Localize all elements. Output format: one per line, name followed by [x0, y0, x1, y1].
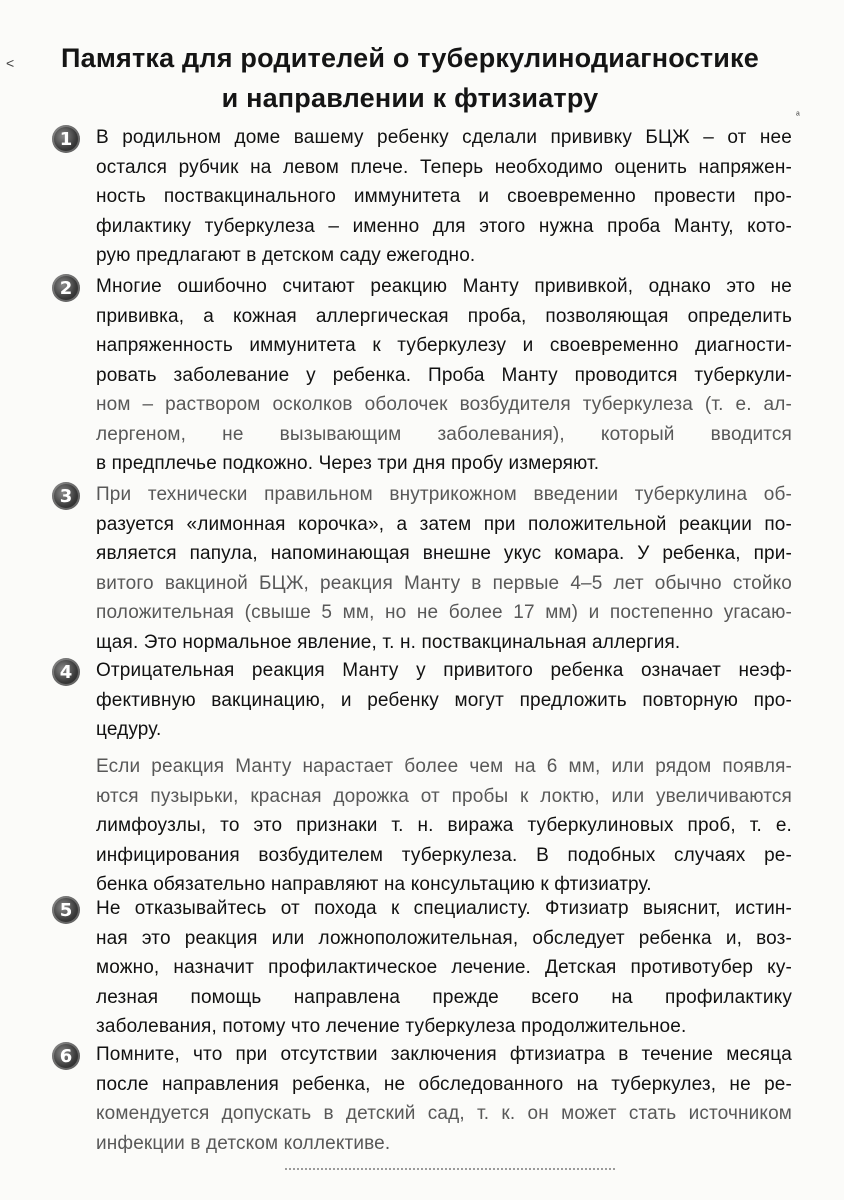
text-line: Помните, что при отсутствии заключения фтизиатра в течение месяца: [96, 1044, 792, 1065]
text-line: Если реакция Манту нарастает более чем на 6 мм, или рядом появля-: [96, 756, 792, 777]
item-extra-paragraph: [96, 752, 792, 900]
text-line: разуется «лимонная корочка», а затем при положительной реакции по-: [96, 513, 792, 535]
text-line: напряженность иммунитета к туберкулезу и своевременно диагности-: [96, 335, 792, 356]
title-line: Памятка для родителей о туберкулинодиагностике: [61, 43, 759, 73]
text-line: прививка, а кожная аллергическая проба, позволяющая определить: [96, 305, 792, 327]
text-line: цедуру.: [96, 719, 162, 740]
text-line: фективную вакцинацию, и ребенку могут предложить повторную про-: [96, 689, 792, 711]
text-line: комендуется допускать в детский сад, т. к. он может стать источником: [96, 1103, 792, 1124]
title-line: и направлении к фтизиатру: [221, 83, 599, 113]
text-line: витого вакциной БЦЖ, реакция Манту в первые 4–5 лет обычно стойко: [96, 572, 792, 594]
text-line: ная это реакция или ложноположительная, обследует ребенка и, воз-: [96, 927, 792, 949]
text-line: лергеном, не вызывающим заболевания), который вводится: [96, 423, 792, 445]
text-line: ются пузырьки, красная дорожка от пробы к локтю, или увеличиваются: [96, 785, 792, 807]
list-item: [52, 656, 792, 745]
list-item: [52, 272, 792, 479]
item-text: [96, 123, 792, 271]
item-text: [96, 272, 792, 479]
item-text: [96, 480, 792, 657]
text-line: заболевания, потому что лечение туберкулеза продолжительное.: [96, 1016, 687, 1037]
text-line: после направления ребенка, не обследованного на туберкулез, не ре-: [96, 1073, 792, 1095]
text-line: щая. Это нормальное явление, т. н. поствакцинальная аллергия.: [96, 631, 681, 653]
text-line: лезная помощь направлена прежде всего на профилактику: [96, 986, 792, 1008]
text-line: бенка обязательно направляют на консультацию к фтизиатру.: [96, 874, 652, 895]
text-line: ность поствакцинального иммунитета и своевременно провести про-: [96, 186, 792, 207]
text-line: положительная (свыше 5 мм, но не более 17 мм) и постепенно угасаю-: [96, 602, 792, 623]
document-title: [30, 38, 790, 118]
text-line: инфекции в детском коллективе.: [96, 1132, 391, 1154]
text-line: можно, назначит профилактическое лечение. Детская противотубер ку-: [96, 957, 792, 978]
text-line: инфицирования возбудителем туберкулеза. В подобных случаях ре-: [96, 844, 792, 866]
number-badge-icon: 4: [52, 658, 80, 686]
text-line: Не отказывайтесь от похода к специалисту. Фтизиатр выяснит, истин-: [96, 898, 792, 919]
text-line: лимфоузлы, то это признаки т. н. виража туберкулиновых проб, т. е.: [96, 815, 792, 836]
number-badge-icon: 5: [52, 896, 80, 924]
item-text: [96, 1040, 792, 1158]
scan-mark-icon: ᵃ: [796, 110, 800, 121]
list-item: [52, 894, 792, 1042]
text-line: является папула, напоминающая внешне укус комара. У ребенка, при-: [96, 543, 792, 564]
text-line: остался рубчик на левом плече. Теперь необходимо оценить напряжен-: [96, 156, 792, 178]
footer-divider: [285, 1168, 615, 1174]
number-badge-icon: 1: [52, 125, 80, 153]
text-line: рую предлагают в детском саду ежегодно.: [96, 245, 476, 266]
text-line: ном – раствором осколков оболочек возбудителя туберкулеза (т. е. ал-: [96, 394, 792, 415]
text-line: Многие ошибочно считают реакцию Манту прививкой, однако это не: [96, 276, 792, 297]
item-text: [96, 894, 792, 1042]
item-text: [96, 656, 792, 745]
text-line: ровать заболевание у ребенка. Проба Манту проводится туберкули-: [96, 364, 792, 386]
number-badge-icon: 6: [52, 1042, 80, 1070]
text-line: При технически правильном внутрикожном введении туберкулина об-: [96, 484, 792, 505]
number-badge-icon: 3: [52, 482, 80, 510]
text-line: В родильном доме вашему ребенку сделали прививку БЦЖ – от нее: [96, 127, 792, 148]
text-line: филактику туберкулеза – именно для этого нужна проба Манту, кото-: [96, 215, 792, 237]
list-item: [52, 123, 792, 271]
list-item: [52, 480, 792, 657]
scan-mark-icon: ˂: [6, 55, 15, 71]
text-line: Отрицательная реакция Манту у привитого ребенка означает неэф-: [96, 660, 792, 681]
number-badge-icon: 2: [52, 274, 80, 302]
list-item: [52, 1040, 792, 1158]
text-line: в предплечье подкожно. Через три дня пробу измеряют.: [96, 453, 600, 474]
